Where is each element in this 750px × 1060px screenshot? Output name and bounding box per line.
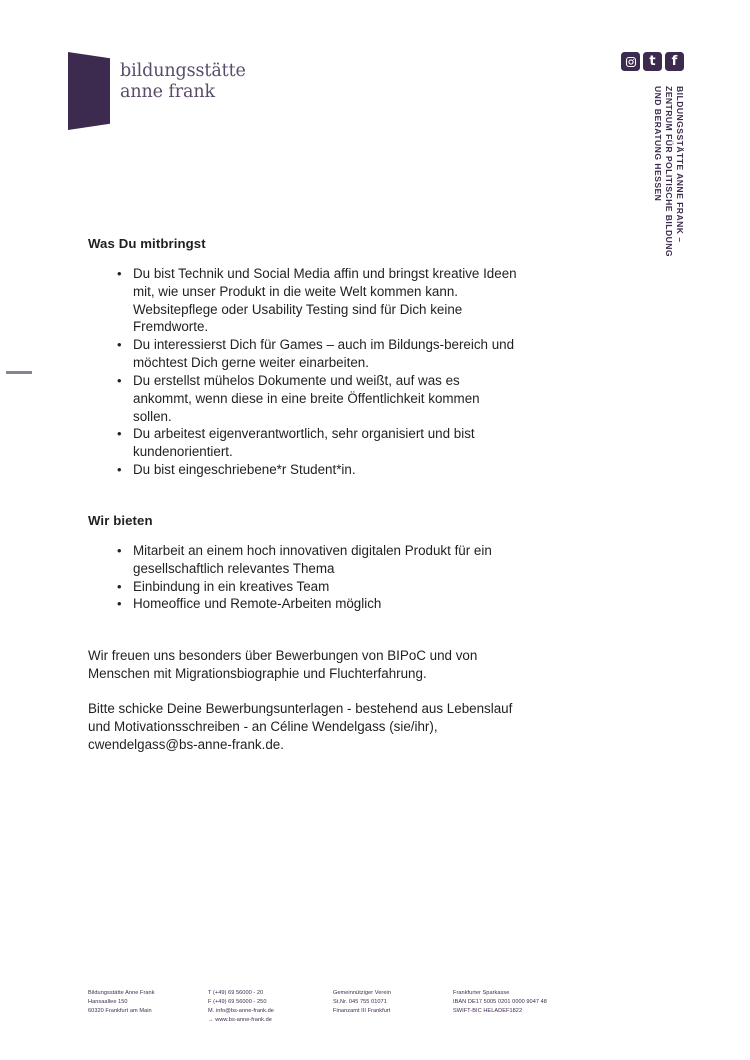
page-crop-mark xyxy=(6,371,32,374)
logo-wordmark xyxy=(120,61,246,102)
section-heading-offer: Wir bieten xyxy=(88,512,153,528)
footer-line: Hansaallee 150 xyxy=(88,999,128,1006)
diversity-statement-paragraph: Wir freuen uns besonders über Bewerbungen von BIPoC und von Menschen mit Migrationsbiographie und Fluchterfahrung. xyxy=(88,648,478,682)
application-instructions-paragraph: Bitte schicke Deine Bewerbungsunterlagen - bestehend aus Lebenslauf und Motivationsschreiben - an Céline Wendelgass (sie/ihr), cwendelgass@bs-anne-frank.de. xyxy=(88,700,513,752)
page-footer xyxy=(88,989,648,1025)
section-heading-requirements: Was Du mitbringst xyxy=(88,236,206,251)
footer-contact-column xyxy=(208,989,333,1025)
list-item: • Du bist Technik und Social Media affin und bringst kreative Ideen mit, wie unser Produkt in die weite Welt kommen kann. Websitepflege oder Usability Testing sind für Dich keine Fremdworte. xyxy=(88,265,518,336)
bildungsstaette-anne-frank-logo-mark xyxy=(68,52,110,130)
list-item: • Du arbeitest eigenverantwortlich, sehr organisiert und bist kundenorientiert. xyxy=(88,425,518,461)
list-item: • Du interessierst Dich für Games – auch im Bildungs-bereich und möchtest Dich gerne weiter einarbeiten. xyxy=(88,336,518,372)
vertical-label-line3: UND BERATUNG HESSEN xyxy=(653,86,663,202)
social-media-links xyxy=(621,52,684,71)
document-body xyxy=(88,236,518,753)
list-item: • Du bist eingeschriebene*r Student*in. xyxy=(88,461,518,479)
list-item: • Du erstellst mühelos Dokumente und weißt, auf was es ankommt, wenn diese in eine breite Öffentlichkeit kommen sollen. xyxy=(88,372,518,425)
footer-line: Bildungsstätte Anne Frank xyxy=(88,990,155,996)
tumblr-icon-glyph: t xyxy=(649,54,656,69)
footer-line: IBAN DE17 5005 0201 0000 9047 48 xyxy=(453,999,547,1006)
footer-line: Frankfurter Sparkasse xyxy=(453,990,510,996)
offer-list xyxy=(88,542,518,613)
footer-line: F (+49) 69 56000 - 250 xyxy=(208,999,267,1006)
footer-line: T (+49) 69 56000 - 20 xyxy=(208,990,264,996)
organization-vertical-label xyxy=(652,86,692,316)
footer-website[interactable]: → www.bs-anne-frank.de xyxy=(208,1017,272,1024)
requirements-list xyxy=(88,265,518,479)
list-item: • Mitarbeit an einem hoch innovativen digitalen Produkt für ein gesellschaftlich relevantes Thema xyxy=(88,542,518,578)
instagram-icon[interactable] xyxy=(621,52,640,71)
footer-line: Gemeinnütziger Verein xyxy=(333,990,391,996)
section-spacer xyxy=(88,479,518,513)
tumblr-icon[interactable] xyxy=(643,52,662,71)
logo xyxy=(68,50,328,132)
footer-legal-column xyxy=(333,989,453,1025)
vertical-label-line1: BILDUNGSSTÄTTE ANNE FRANK – xyxy=(675,86,685,243)
footer-line: Finanzamt III Frankfurt xyxy=(333,1008,391,1015)
footer-line: SWIFT-BIC HELADEF1822 xyxy=(453,1008,523,1015)
footer-address-column xyxy=(88,989,208,1025)
section-spacer xyxy=(88,613,518,647)
facebook-icon-glyph: f xyxy=(671,54,678,69)
list-item: • Einbindung in ein kreatives Team xyxy=(88,578,518,596)
vertical-label-line2: ZENTRUM FÜR POLITISCHE BILDUNG xyxy=(664,86,674,258)
list-item: • Homeoffice und Remote-Arbeiten möglich xyxy=(88,595,518,613)
footer-line: St.Nr. 045 755 01071 xyxy=(333,999,387,1006)
footer-bank-column xyxy=(453,989,643,1025)
footer-line: 60320 Frankfurt am Main xyxy=(88,1008,152,1015)
footer-email[interactable]: M. info@bs-anne-frank.de xyxy=(208,1008,274,1015)
facebook-icon[interactable] xyxy=(665,52,684,71)
logo-wordmark-line2: anne frank xyxy=(120,81,216,102)
logo-wordmark-line1: bildungsstätte xyxy=(120,61,246,81)
